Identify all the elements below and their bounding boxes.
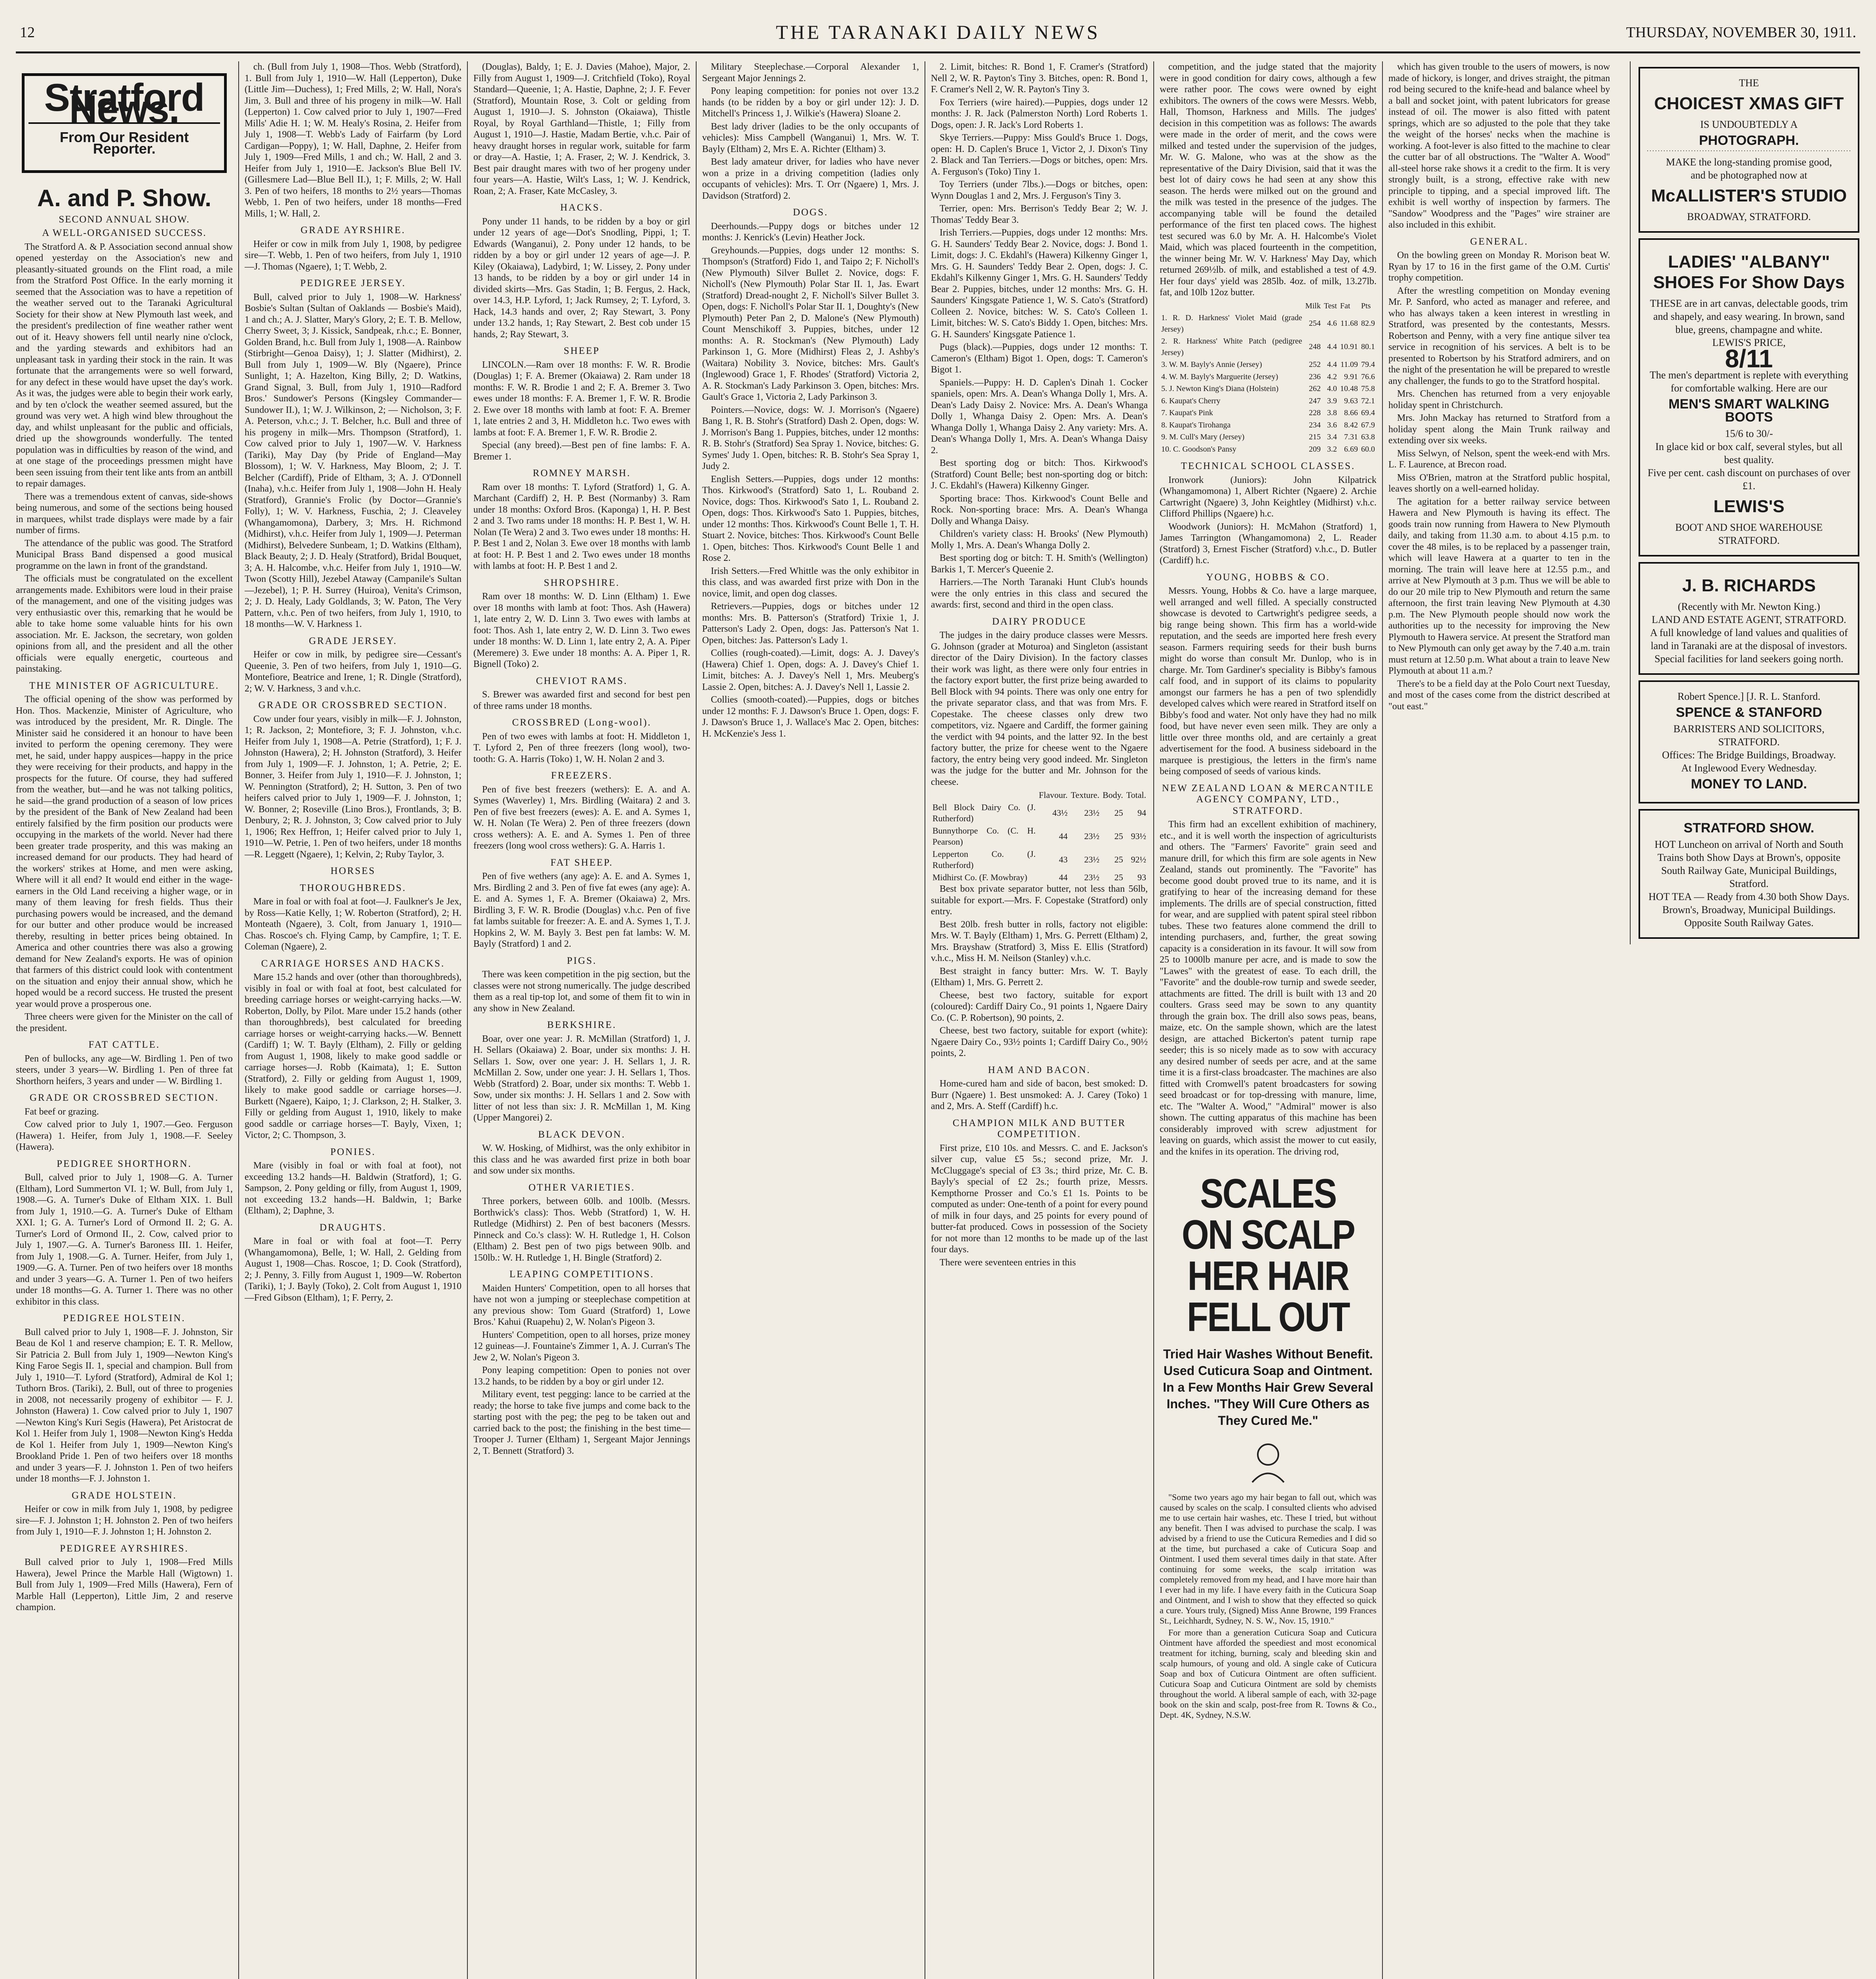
article-headline: A. and P. Show.: [37, 185, 212, 211]
paragraph: Fat beef or grazing.: [25, 1106, 99, 1117]
table-header: Body.: [1102, 790, 1123, 800]
section-heading: YOUNG, HOBBS & CO.: [1206, 572, 1330, 583]
paragraph: Harriers.—The North Taranaki Hunt Club's hounds were the only entries in this class and secured the awards: first, second and third in the open class.: [931, 577, 1148, 610]
ad-text: BARRISTERS AND SOLICITORS, STRATFORD.: [1673, 723, 1825, 748]
table-cell: 9.91: [1344, 372, 1358, 381]
ad-text: At Inglewood Every Wednesday.: [1681, 762, 1817, 774]
paragraph: Collies (rough-coated).—Limit, dogs: A. J. Davey's (Hawera) Chief 1. Open, dogs: A. J. Davey's Chief 1. Limit, bitches: A. J. Davey's Nell 1, Mrs. Meuberg's Lassie 2. Open, bitches: A. J. Davey's Nell 1, Lassie 2.: [702, 648, 919, 692]
column-rule: [238, 61, 239, 1979]
paragraph: Special (any breed).—Best pen of fine lambs: F. A. Bremer 1.: [473, 440, 690, 462]
ad-text: and be photographed now at: [1690, 169, 1808, 181]
paragraph: Skye Terriers.—Puppy: Miss Gould's Bruce 1. Dogs, open: H. D. Caplen's Bruce 1, Victor 2, J. Dixon's Tiny 2. Black and Tan Terriers.—Dogs or bitches, open: Mrs. A. Ferguson's (Toko) Tiny 1.: [931, 133, 1148, 177]
section-heading: PONIES.: [330, 1146, 376, 1157]
table-cell: 4.2: [1327, 372, 1337, 381]
section-heading: PIGS.: [567, 955, 597, 966]
paragraph: English Setters.—Puppies, dogs under 12 months: Thos. Kirkwood's (Stratford) Sato 1, L. Rouband 2. Novice, dogs: Thos. Kirkwood's Sato 1, L. Rouband 2. Open, dogs: Thos. Kirkwood's Sato 1. Puppies, bitches, under 12 months: Thos. Kirkwood's Count Belle 1, T. H. Stuart 2. Novice, bitches: Thos. Kirkwood's Count Belle 1. Open, bitches: Thos. Kirkwood's Count Belle 1 and Rose 2.: [702, 474, 919, 563]
section-heading: PEDIGREE AYRSHIRES.: [60, 1543, 189, 1554]
paragraph: Collies (smooth-coated).—Puppies, dogs or bitches under 12 months: F. J. Dawson's Bruce 1. Open, dogs: F. J. Dawson's Bruce 1, J. Wallace's Mac 2. Open, bitches: H. McKenzie's Jess 1.: [702, 695, 919, 739]
table-cell: 7.31: [1344, 433, 1358, 441]
paragraph: Boar, over one year: J. R. McMillan (Stratford) 1, J. H. Sellars (Okaiawa) 2. Boar, under six months: J. H. Sellars 1. Sow, over one year: J. H. Sellars 1, J. R. McMillan 2. Sow, under one year: J. H. Sellars 1, Thos. Webb (Stratford) 2. Boar, under six months: T. Webb 1. Sow, under six months: J. H. Sellars 1 and 2. Sow with litter of not less than six: J. R. McMillan 1, M. King (Upper Mangorei) 2.: [473, 1033, 690, 1123]
paragraph: LINCOLN.—Ram over 18 months: F. W. R. Brodie (Douglas) 1; F. A. Bremer (Okaiawa) 2. Ram under 18 months: F. W. R. Brodie 1 and 2; F. A. Bremer 3. Two ewes under 18 months: F. A. Bremer 1, F. W. R. Brodie 2. Ewe over 18 months with lamb at foot: F. A. Bremer 1, late entries 2 and 3, H. Middleton h.c. Two ewes with lambs at foot: F. A. Bremer 1, F. W. R. Brodie 2.: [473, 359, 690, 438]
paragraph: Pointers.—Novice, dogs: W. J. Morrison's (Ngaere) Bang 1, R. B. Stohr's (Stratford) Dash 2. Open, dogs: W. J. Morrison's Bang 1. Puppies, bitches, under 12 months: R. B. Stohr's (Stratford) Sea Spray 1. Novice, bitches: G. Symes' Judy 1. Open, bitches: R. B. Stohr's Sea Spray 1, Judy 2.: [702, 405, 919, 471]
table-row: [931, 801, 1148, 825]
section-heading: FAT SHEEP.: [550, 857, 613, 868]
portrait-icon: [1244, 1437, 1292, 1484]
table-row: [1160, 395, 1377, 407]
table-cell: 43½: [1052, 807, 1068, 818]
column-4: [702, 61, 919, 1979]
ad-text: HOT Luncheon on arrival of North and South Trains both Show Days at Brown's, opposite South Railway Gate, Municipal Buildings, Stratford.: [1654, 839, 1844, 889]
divider: [1647, 150, 1851, 153]
table-cell: 43: [1059, 854, 1068, 864]
paragraph: Miss O'Brien, matron at the Stratford public hospital, leaves shortly on a well-earned holiday.: [1388, 472, 1610, 494]
paragraph: which has given trouble to the users of mowers, is now made of hickory, is longer, and drives straight, the pitman rod being secured to the knife-head and balance wheel by a ball and socket joint, with patent lubricators for grease instead of oil. The mower is also fitted with patent springs, which are so adjusted to the pole that they take the weight of the horses' necks when the machine is working. A foot-lever is also fitted to the machine to clear the cutter bar of all obstructions. The "Walter A. Wood" all-steel horse rake shows it a credit to the firm. It is very strongly built, is a strong, effective rake with new principle to tipping, and a special improved lift. The exhibit is well worthy of inspection by farmers. The "Sandow" Woodpress and the "Pages" wire strainer are also included in this exhibit.: [1388, 62, 1610, 230]
ad-text: Robert Spence.] [J. R. L. Stanford.: [1677, 691, 1821, 702]
table-header-row: [1160, 300, 1377, 312]
table-cell: 9. M. Cull's Mary (Jersey): [1161, 433, 1245, 441]
ad-text: HOT TEA — Ready from 4.30 both Show Days. Brown's, Broadway, Municipal Buildings. Opposite South Railway Gates.: [1648, 891, 1849, 929]
table-cell: 5. J. Newton King's Diana (Holstein): [1161, 384, 1279, 393]
table-cell: 3.4: [1327, 433, 1337, 441]
paragraph: Heifer or cow in milk, by pedigree sire—Cessant's Queenie, 3. Pen of two heifers, from July 1, 1910—G. Montefiore, Beatrice and Irene, 1; R. Dingle (Stratford), 2; W. V. Harkness, 3 and v.h.c.: [245, 650, 461, 694]
paragraph: Maiden Hunters' Competition, open to all horses that have not won a jumping or steeplechase competition at any previous show: Tom Guard (Stratford) 1, Lowe Bros.' Kahui (Ruapehu) 2, W. Nolan's Pigeon 3.: [473, 1283, 690, 1327]
table-cell: 6. Kaupat's Cherry: [1161, 396, 1221, 405]
table-cell: 25: [1114, 807, 1123, 818]
mcallister-studio-ad: [1639, 67, 1859, 233]
table-cell: 248: [1308, 342, 1321, 351]
page-number: 12: [20, 24, 35, 41]
paragraph: Ram over 18 months: T. Lyford (Stratford) 1, G. A. Marchant (Cardiff) 2, H. P. Best (Normanby) 3. Ram under 18 months: Oxford Bros. (Kaponga) 1, H. P. Best 2 and 3. Two rams under 18 months: H. P. Best 1, W. H. Nolan (Te Wera) 2 and 3. Two ewes under 18 months: H. P. Best 1 and 2, Nolan 3. Ewe over 18 months with lamb at foot: H. P. Best 1 and 2. Two ewes under 18 months with lambs at foot: H. P. Best 1 and 2.: [473, 482, 690, 571]
section-heading: GENERAL.: [1470, 236, 1529, 247]
section-heading: HAM AND BACON.: [988, 1064, 1091, 1075]
paragraph: Mrs. Chenchen has returned from a very enjoyable holiday spent in Christchurch.: [1388, 389, 1610, 410]
table-cell: 10.48: [1340, 384, 1358, 393]
paragraph: Messrs. Young, Hobbs & Co. have a large marquee, well arranged and well filled. A specially constructed showcase is devoted to Cartwright's pedigree seeds, a big range being shown. This firm has a world-wide reputation, and the seeds are imported here fresh every season. Farmers requiring seeds for their bush burns might do worse than consult Mr. Dunlop, who is in charge. Mr. Tom Gardiner's speciality is Bibby's famous calf food, and in support of its claims to popularity amongst our farmers he has a pen of two splendidly developed calves which were reared in Stratford itself on Bibby's food and water. Not only have they had no milk food, but have never even seen milk. They are only a little over three months old, and are certainly a great advertisement for the food. A business sideboard in the marquee is prestigious, the letters in the firm's name being composed of seeds of various kinds.: [1160, 586, 1377, 777]
ad-headline: STRATFORD SHOW.: [1684, 820, 1814, 836]
subheading: A WELL-ORGANISED SUCCESS.: [42, 228, 207, 238]
paragraph: Pony leaping competition: for ponies not over 13.2 hands (to be ridden by a boy or girl under 12): J. D. Mitchell's Princess 1, J. Wilkie's (Hawera) Sloane 2.: [702, 86, 919, 119]
section-heading: PEDIGREE HOLSTEIN.: [63, 1313, 186, 1324]
section-heading: CHEVIOT RAMS.: [536, 675, 628, 686]
paragraph: Pony leaping competition: Open to ponies not over 13.2 hands, to be ridden by a boy or girl under 12.: [473, 1365, 690, 1387]
paragraph: Cheese, best two factory, suitable for export (coloured): Cardiff Dairy Co., 91 points 1, Ngaere Dairy Co. (C. P. Robertson), 90 points, 2.: [931, 990, 1148, 1023]
table-cell: 3.2: [1327, 444, 1337, 454]
column-5: [931, 61, 1148, 1979]
table-row: [1160, 335, 1377, 359]
ad-subheadline: Tried Hair Washes Without Benefit. Used Cuticura Soap and Ointment. In a Few Months Hair Grew Several Inches. "They Will Cure Others as They Cured Me.": [1163, 1347, 1373, 1428]
paragraph: Cow calved prior to July 1, 1907.—Geo. Ferguson (Hawera) 1. Heifer, from July 1, 1908.—F. Seeley (Hawera).: [16, 1119, 233, 1152]
paragraph: On the bowling green on Monday R. Morison beat W. Ryan by 17 to 16 in the first game of the O.M. Curtis' trophy competition.: [1388, 250, 1610, 283]
paragraph: There's to be a field day at the Polo Court next Tuesday, and most of the cases come from the district described at "out east.": [1388, 678, 1610, 712]
table-cell: 247: [1308, 396, 1321, 405]
table-row: [1160, 371, 1377, 383]
section-title: Stratford News.: [28, 92, 220, 124]
table-cell: 11.68: [1340, 319, 1358, 328]
table-cell: 23½: [1084, 872, 1099, 882]
table-header: Flavour.: [1039, 790, 1068, 800]
ad-text: PHOTOGRAPH.: [1699, 133, 1799, 148]
paragraph: Bull calved prior to July 1, 1908—F. J. Johnston, Sir Beau de Kol 1 and reserve champion; E. T. R. Mellow, Sir Patricia 2. Bull from July 1, 1909—Newton King's King Faroe Segis II. 1, special and champion. Bull from July 1, 1910—T. Lyford (Stratford), Admiral de Kol 1; Tuthorn Bros. (Tariki), 2. Bull, out of three to progenies in 2008, not necessarily progeny of exhibitor — F. J. Johnston (Hawera) 1. Cow calved prior to July 1, 1907—Newton King's Kuri Segis (Hawera), Pet Aristocrat de Kol 1. Heifer from July 1, 1908—Newton King's Hedda de Kol 1. Heifer from July 1, 1909—Newton King's Brookland Pride 1. Pen of two heifers over 18 months and under 3 years—F. J. Johnston 1. Pen of two heifers under 18 months—F. J. Johnston 1.: [16, 1327, 233, 1484]
ad-text: Offices: The Bridge Buildings, Broadway.: [1662, 749, 1836, 761]
section-heading: CARRIAGE HORSES AND HACKS.: [261, 958, 445, 969]
column-7: [1388, 61, 1859, 1979]
studio-name: McALLISTER'S STUDIO: [1651, 186, 1847, 205]
newspaper-title: THE TARANAKI DAILY NEWS: [776, 21, 1100, 43]
paragraph: Best sporting dog or bitch: Thos. Kirkwood's (Stratford) Count Belle; best non-sporting dog or bitch: J. C. Ekdahl's (Hawera) Kilkenny Ginger.: [931, 458, 1148, 491]
ad-text: IS UNDOUBTEDLY A: [1700, 119, 1798, 130]
table-cell: 82.9: [1361, 319, 1375, 328]
ad-brand: SPENCE & STANFORD: [1676, 705, 1822, 720]
paragraph: Toy Terriers (under 7lbs.).—Dogs or bitches, open: Wynn Douglas 1 and 2, Mrs. J. Ferguson's Tiny 3.: [931, 179, 1148, 201]
table-row: [931, 848, 1148, 872]
paragraph: Mare (visibly in foal or with foal at foot), not exceeding 13.2 hands—H. Baldwin (Stratford), 1; G. Sampson, 2. Pony gelding or filly, from August 1, 1909, not exceeding 13.2 hands—H. Baldwin, 1; Barke (Eltham), 2; Daphne, 3.: [245, 1160, 461, 1216]
ad-brand: LEWIS'S: [1713, 497, 1785, 516]
ad-text: In glace kid or box calf, several styles, but all best quality.: [1655, 441, 1843, 465]
paragraph: Mare in foal or with foal at foot—J. Faulkner's Je Jex, by Ross—Katie Kelly, 1; W. Roberton (Stratford), 2; H. Monteath (Ngaere), 3. Colt, from January 1, 1910—Chas. Roscoe's ch. Flying Camp, by Campfire, 1; T. E. Coleman (Ngaere), 2.: [245, 896, 461, 952]
paragraph: W. W. Hosking, of Midhirst, was the only exhibitor in this class and he was awarded first prize in both boar and sow under six months.: [473, 1143, 690, 1176]
paragraph: Military Steeplechase.—Corporal Alexander 1, Sergeant Major Jennings 2.: [702, 62, 919, 84]
table-cell: 3.6: [1327, 420, 1337, 429]
ad-text: BROADWAY,: [1687, 211, 1747, 222]
paragraph: Best box private separator butter, not less than 56lb, suitable for export.—Mrs. F. Copestake (Stratford) only entry.: [931, 884, 1148, 917]
lewis-shoes-ad: [1639, 238, 1859, 556]
ad-text: MEN'S SMART WALKING BOOTS: [1668, 397, 1830, 425]
column-7a: [1388, 61, 1610, 714]
paragraph: This firm had an excellent exhibition of machinery, etc., and it is well worth the inspection of agriculturists and others. The "Farmers' Favorite" grain seed and manure drill, for which this firm are sole agents in New Zealand, stands out prominently. The "Favorite" has become good doubt proved true to its name, and it is gratifying to hear of the increasing demand for these implements. The drills are of special construction, fitted for wear, and are supplied with patent spiral steel ribbon tubes. These two features alone commend the drill to intending purchasers, and, further, the great sowing capacity is a consideration in its favour. It will sow from 25 to 1000lb manure per acre, and is made to sow the "Lawes" with the greatest of ease. To each drill, the "Favorite" and the double-row turnip and swede seeder, attachments are fitted. The drill is built with 13 and 20 coulters. Grass seed may be sown to any quantity through the grain box. The drill also sows peas, beans, maize, etc. On the sample shown, which are the latest design, are attached Bickerton's patent turnip rape seeder; this is so nicely made as to sow with accuracy any desired number of seeds per acre, and at the same time it is a first-class broadcaster. The machines are also fitted with Cromwell's patent broadcasters for sowing seed broadcast or for top-dressing with manure, lime, etc. The "Walter A. Wood," "Admiral" mower is also shown. The cutting apparatus of this machine has been considerably improved with screw adjustment for leaving on guards, which assist the mower to cut easily, and the knifes in its operation. The driving rod,: [1160, 819, 1377, 1157]
table-row: [931, 825, 1148, 848]
ad-text: 15/6 to 30/-: [1725, 428, 1773, 439]
table-cell: 209: [1308, 444, 1321, 454]
paragraph: Bull, calved prior to July 1, 1908—W. Harkness' Bosbie's Sultan (Sultan of Oaklands — Bosbie's Maid), 1 and ch.; A. J. Slatter, Mary's Glory, 2; E. T. B. Mellow, Cherry Sweet, 3; J. Kissick, Sandpeak, r.h.c.; E. Bonner, Golden Brand, h.c. Bull from July 1, 1908—A. Rainbow (Stirbright—Genoa Daisy), 1; J. Slatter (Midhirst), 2. Bull from July 1, 1909—W. Bly (Ngaere), Prince Sunlight, 1; A. Hazelton, King Billy, 2; D. Watkins, Grand Signal, 3. Bull, from July 1, 1910—Radford Bros.' Sundower's Persons (Kingsley Commander—Sundower II.), 1; W. J. Wilkinson, 2; — Nicholson, 3; F. A. Peterson, v.h.c.; J. T. Belcher, h.c. Bull and three of his progeny in milk—Mrs. Thompson (Stratford), 1. Cow calved prior to July 1, 1907—W. V. Harkness (Tariki), May Day (by Pride of England—May Blossom), 1; W. V. Harkness, May Bloom, 2; J. T. Belcher (Cardiff), Pride of Eltham, 3; A. J. O'Donnell (Inaha), v.h.c. Heifer from July 1, 1908—John H. Healy (Stratford), Grannie's Frolic (by Doctor—Grannie's Folly), 1; W. V. Harkness, Fuschia, 2; J. Cleaveley (Whangamomona), Darbery, 3; Mrs. H. Richmond (Midhirst), v.h.c. Heifer from July 1, 1909—J. Peterman (Midhirst), Belvedere Sunbeam, 1; D. Watkins (Eltham), Black Beauty, 2; J. D. Healy (Stratford), Bridal Bouquet, 3; A. H. Halcombe, v.h.c. Heifer from July 1, 1910—W. Twon (Scotty Hill), Jezebel Ataway (Campanile's Sultan—Jezebel), 1; P. H. Surrey (Huiroa), Venita's Crimson, 2; J. D. Healy, Lady Goldlands, 3; W. Paton, The Very Pattern, v.h.c. Pen of two heifers, from July 1, 1910, to 18 months—W. V. Harkness 1.: [245, 292, 461, 629]
section-heading: NEW ZEALAND LOAN & MERCANTILE AGENCY COMPANY, LTD., STRATFORD.: [1162, 782, 1375, 816]
ad-price: 8/11: [1725, 344, 1773, 373]
table-cell: Lepperton Co. (J. Rutherford): [932, 849, 1036, 870]
ad-text: Special facilities for land seekers going north.: [1654, 653, 1844, 665]
paragraph: Retrievers.—Puppies, dogs or bitches under 12 months: Mrs. B. Patterson's (Stratford) Trixie 1, J. Patterson's Lady 2. Open, dogs: Jas. Patterson's Nat 1. Open, bitches: Jas. Patterson's Lady 1.: [702, 601, 919, 646]
paragraph: Three porkers, between 60lb. and 100lb. (Messrs. Borthwick's class): Thos. Webb (Stratford) 1, W. H. Rutledge (Midhirst) 2. Pen of best baconers (Messrs. Pinneck and Co.'s class): W. H. Rutledge 1, H. Colson (Eltham) 2. Best pen of two pigs between 90lb. and 150lb.: W. H. Rutledge 1, H. Bingle (Stratford) 2.: [473, 1196, 690, 1263]
table-row: [1160, 407, 1377, 419]
table-cell: 63.8: [1361, 433, 1375, 441]
paragraph: 2. Limit, bitches: R. Bond 1, F. Cramer's (Stratford) Nell 2, W. R. Payton's Tiny 3. Bitches, open: R. Bond 1, F. Cramer's Nell 2, W. R. Payton's Tiny 3.: [931, 62, 1148, 95]
table-cell: 75.8: [1361, 384, 1375, 393]
ad-text: STRATFORD.: [1749, 211, 1811, 222]
table-cell: 93½: [1131, 831, 1146, 841]
table-cell: 8.66: [1344, 408, 1358, 417]
paragraph: Best 20lb. fresh butter in rolls, factory not eligible: Mrs. W. T. Bayly (Eltham) 1, Mrs. G. Perrett (Eltham) 2, Mrs. Brayshaw (Stratford) 3, Miss E. Ellis (Stratford) v.h.c., Miss H. M. Neilson (Stanley) v.h.c.: [931, 919, 1148, 963]
table-cell: 254: [1308, 319, 1321, 328]
ad-text: MONEY TO LAND.: [1691, 777, 1807, 792]
browns-luncheon-ad: [1639, 809, 1859, 939]
table-cell: 3.9: [1327, 396, 1337, 405]
masthead: [16, 8, 1860, 53]
paragraph: Pony under 11 hands, to be ridden by a boy or girl under 12 years of age—Dot's Snodling, Pippi, 1; T. Edwards (Wanganui), 2. Pony under 12 hands, to be ridden by a boy or girl under 12 years of age—J. P. Kiley (Okaiawa), Ladybird, 1; W. Lissey, 2. Pony under 13 hands, to be ridden by a boy or girl under 14 in divided skirts—Mrs. Gas Stadin, 1; B. Fergus, 2. Hack, over 14.3, H.P. Lyford, 1; Jack Rumsey, 2; T. Lyford, 3. Hack, 14.3 hands and over, 2; Ray Stewart, 3. Pony under 13.2 hands, 1; Ray Stewart, 2. Best cob under 15 hands, 2; Ray Stewart, 3.: [473, 216, 690, 340]
ad-text: BOOT AND SHOE WAREHOUSE STRATFORD.: [1675, 522, 1823, 546]
table-cell: 4. W. M. Bayly's Marguerite (Jersey): [1161, 372, 1278, 381]
table-cell: 4.6: [1327, 319, 1337, 328]
ad-text: Five per cent. cash discount on purchases of over £1.: [1648, 467, 1850, 492]
column-rule: [467, 61, 468, 1979]
paragraph: Military event, test pegging: lance to be carried at the ready; the horse to take five jumps and come back to the starting post with the peg; the peg to be taken out and carried back to the post; the finishing in the best time—Trooper J. Turner (Eltham) 1, Sergeant Major Jennings 2, T. Bennett (Stratford) 3.: [473, 1389, 690, 1456]
paragraph: Fox Terriers (wire haired).—Puppies, dogs under 12 months: J. R. Jack (Palmerston North) Lord Roberts 1. Dogs, open: J. R. Jack's Lord Roberts 1.: [931, 97, 1148, 130]
table-row: [931, 872, 1148, 884]
paragraph: Greyhounds.—Puppies, dogs under 12 months: S. Thompson's (Stratford) Fido 1, and Taipo 2; F. Nicholl's (New Plymouth) Silver Bullet 2. Novice, dogs: F. Nicholl's (New Plymouth) Polar Star II. 1, Jas. Ewart (Stratford) Dread-nought 2, F. Nicholl's Silver Bullet 3. Open, dogs: F. Nicholl's Polar Star II. 1, Doughty's (New Plymouth) Peter Pan 2, D. Malone's (New Plymouth) Count Menschikoff 3. Puppies, bitches, under 12 months: A. R. Stockman's (New Plymouth) Lady Parkinson 1, G. More (Midhirst) Fleas 2, J. Ashby's (Waitara) Nobility 3. Novice, bitches: Mrs. Gault's (Inglewood) Grace 1, F. Rhodes' (Stratford) Victoria 2, A. R. Stockman's Lady Parkinson 3. Open, bitches: Mrs. Gault's Grace 1, Victoria 2, Lady Parkinson 3.: [702, 245, 919, 402]
section-heading: BLACK DEVON.: [538, 1129, 626, 1140]
paragraph: Home-cured ham and side of bacon, best smoked: D. Burr (Ngaere) 1. Best unsmoked: A. J. Carey (Toko) 1 and 2, Mrs. A. Steff (Cardiff) h.c.: [931, 1079, 1148, 1111]
table-cell: 4.4: [1327, 360, 1337, 369]
richards-land-ad: [1639, 562, 1859, 675]
table-cell: 69.4: [1361, 408, 1375, 417]
paragraph: There was keen competition in the pig section, but the classes were not strong numerically. The judge described them as a real tip-top lot, and some of them fit to win in any show in New Zealand.: [473, 969, 690, 1014]
paragraph: Pen of five wethers (any age): A. E. and A. Symes 1, Mrs. Birdling 2 and 3. Pen of five fat ewes (any age): A. E. and A. Symes 1, F. A. Bremer (Okaiawa) 2, Mrs. Birdling 3, F. W. R. Brodie (Douglas) v.h.c. Pen of five fat lambs suitable for freezer: A. E. and A. Symes 1, T. J. Hopkins 2, W. M. Bayly 3. Best pen fat lambs: W. M. Bayly (Stratford) 1 and 2.: [473, 871, 690, 949]
table-cell: 92½: [1131, 854, 1146, 864]
paragraph: The official opening of the show was performed by Hon. Thos. Mackenzie, Minister of Agriculture, who was introduced by the president, Mr. R. Dingle. The Minister said he considered it an honour to have been invited to perform the opening ceremony. They were met, he said, under happy auspices—happy in the price they were receiving for their products, and happy in the prospects for the future. Of course, they had suffered from the weather, but—and he was not talking politics, he said—the grand production of a season of low prices by the president of the Bank of New Zealand had been entirely falsified by the firm position our products were occupying in the markets of the world. Never had there been greater trade prosperity, and this was making an increased demand for our products. They had heard of the workers' strikes at Home, and men were asking, Where will it all end? It would end either in the wage-earners in the Old Land receiving a higher wage, or in many of them leaving for fresh fields. Thus their purchasing powers would be increased, and the demand for our butter and other produce would be increased thereby, resulting in better prices being obtained. In America and other countries there was also a growing demand for New Zealand's exports. He was of opinion that farmers of this district could look with contentment on the situation and enjoy their annual show, which he hoped would be a record success. He trusted the present year would prove a prosperous one.: [16, 694, 233, 1009]
table-cell: 3.8: [1327, 408, 1337, 417]
table-cell: 2. R. Harkness' White Patch (pedigree Jersey): [1161, 337, 1303, 357]
paragraph: Mrs. John Mackay has returned to Stratford from a holiday spent along the Main Trunk railway and extending over six weeks.: [1388, 413, 1610, 446]
table-cell: 44: [1059, 831, 1068, 841]
paragraph: Irish Terriers.—Puppies, dogs under 12 months: Mrs. G. H. Saunders' Teddy Bear 2. Novice, dogs: J. Bond 1. Limit, dogs: J. C. Ekdahl's (Hawera) Kilkenny Ginger 1, Mrs. G. H. Saunders' Teddy Bear 2. Open, dogs: J. C. Ekdahl's Kilkenny Ginger 1, Mrs. G. H. Saunders' Teddy Bear 2. Puppies, bitches, under 12 months: Mrs. G. H. Saunders' Kingsgate Patience 1, W. S. Cato's (Stratford) Colleen 2. Novice, bitches: W. S. Cato's Colleen 1. Limit, bitches: W. S. Cato's Biddy 1. Open, bitches: Mrs. G. H. Saunders' Kingsgate Patience 1.: [931, 228, 1148, 340]
paragraph: The judges in the dairy produce classes were Messrs. G. Johnson (grader at Moturoa) and Singleton (assistant director of the Dairy Division). In the factory classes their work was light, as there were only four entries in the factory export butter, the first prize being awarded to Bell Block with 94 points. There was only one entry for the private separator class, and that was from Mrs. F. Copestake. The cheese classes only drew two competitors, viz. Ngaere and Cardiff, the former gaining the verdict with 94 points, and the latter 92. In the best factory butter, the prize for cheese went to the Ngaere factory, the entry being very good indeed. Mr. Singleton was the judge for the butter and Mr. Johnson for the cheese.: [931, 630, 1148, 787]
paragraph: Pugs (black).—Puppies, dogs under 12 months: T. Cameron's (Eltham) Bigot 1. Open, dogs: T. Cameron's Bigot 1.: [931, 342, 1148, 375]
section-heading: DOGS.: [793, 207, 828, 218]
section-heading: HACKS.: [560, 202, 604, 213]
table-cell: 72.1: [1361, 396, 1375, 405]
table-cell: 4.4: [1327, 342, 1337, 351]
column-6: [1160, 61, 1377, 1979]
table-cell: 60.0: [1361, 444, 1375, 454]
paragraph: Pen of bullocks, any age—W. Birdling 1. Pen of two steers, under 3 years—W. Birdling 1. Pen of three fat Shorthorn heifers, 3 years and under — W. Birdling 1.: [16, 1053, 233, 1086]
paragraph: Woodwork (Juniors): H. McMahon (Stratford) 1, James Tarrington (Whangamomona) 2, L. Reader (Stratford) 3, Ernest Fischer (Stratford) v.h.c., D. Butler (Cardiff) h.c.: [1160, 521, 1377, 566]
table-cell: 4.0: [1327, 384, 1337, 393]
paragraph: Pen of two ewes with lambs at foot: H. Middleton 1, T. Lyford 2, Pen of three freezers (long wool), two-tooth: G. A. Harris (Toko) 1, W. H. Nolan 2 and 3.: [473, 731, 690, 764]
table-header: Milk: [1305, 301, 1321, 310]
table-cell: 23½: [1084, 831, 1099, 841]
column-rule: [1153, 61, 1154, 1979]
table-cell: 67.9: [1361, 420, 1375, 429]
ad-text: The men's department is replete with everything for comfortable walking. Here are our: [1650, 369, 1848, 394]
cuticura-advertisement: [1160, 1173, 1377, 1720]
section-heading: THOROUGHBREDS.: [300, 882, 406, 893]
section-heading: ROMNEY MARSH.: [533, 468, 631, 479]
table-header: [1160, 300, 1304, 312]
section-heading: DAIRY PRODUCE: [992, 616, 1087, 627]
paragraph: S. Brewer was awarded first and second for best pen of three rams under 18 months.: [473, 689, 690, 711]
column-1: [16, 61, 233, 1979]
section-subtitle: From Our Resident Reporter.: [59, 129, 189, 157]
table-row: [1160, 383, 1377, 395]
paragraph: (Douglas), Baldy, 1; E. J. Davies (Mahoe), Major, 2. Filly from August 1, 1909—J. Critchfield (Toko), Royal Standard—Queenie, 1; A. Hastie, Daphne, 2; J. F. Fever (Stratford), Mountain Rose, 3. Colt or gelding from August 1, 1910—J. S. Johnston (Okaiawa), Thistle Royal, by Royal Garthland—Thistle, 1; Filly from August 1, 1910—J. Hastie, Madam Bertie, v.h.c. Pair of heavy draught horses in regular work, suitable for farm or dray—A. Hastie, 1; A. Fraser, 2; W. J. Kendrick, 3. Best pair draught mares with two of her progeny under four years—A. Hastie, Wilt's Lass, 1; W. J. Kendrick, Roan, 2; A. Fraser, Kate McCasley, 3.: [473, 62, 690, 196]
paragraph: There was a tremendous extent of canvas, side-shows being numerous, and some of the sections being housed in marquees, whilst trade displays were made by a fair number of firms.: [16, 491, 233, 536]
ad-brand: J. B. RICHARDS: [1682, 576, 1816, 595]
table-cell: 23½: [1084, 854, 1099, 864]
table-cell: 76.6: [1361, 372, 1375, 381]
paragraph: Terrier, open: Mrs. Berrison's Teddy Bear 2; W. J. Thomas' Teddy Bear 3.: [931, 203, 1148, 225]
paragraph: Best lady amateur driver, for ladies who have never won a prize in a driving competition (ladies only occupants of vehicles): Mrs. T. Orr (Ngaere) 1, Mrs. J. Davidson (Stratford) 2.: [702, 157, 919, 201]
table-row: [1160, 431, 1377, 443]
butter-score-table: [931, 789, 1148, 883]
table-cell: 252: [1308, 360, 1321, 369]
ad-address: [1647, 210, 1851, 223]
table-row: [1160, 419, 1377, 431]
table-cell: 236: [1308, 372, 1321, 381]
paragraph: Ironwork (Juniors): John Kilpatrick (Whangamomona) 1, Albert Richter (Ngaere) 2. Archie Cartwright (Ngaere) 3, John Keightley (Midhirst) v.h.c. Clifford Phillips (Ngaere) h.c.: [1160, 475, 1377, 519]
paragraph: Miss Selwyn, of Nelson, spent the week-end with Mrs. L. F. Laurence, at Brecon road.: [1388, 448, 1610, 470]
table-cell: 25: [1114, 854, 1123, 864]
milk-competition-table: [1160, 300, 1377, 456]
table-cell: 1. R. D. Harkness' Violet Maid (grade Jersey): [1161, 313, 1303, 334]
ad-text: (Recently with Mr. Newton King.): [1678, 601, 1820, 612]
paragraph: Sporting brace: Thos. Kirkwood's Count Belle and Rock. Non-sporting brace: Mrs. A. Dean's Whanga Dolly and Whanga Daisy.: [931, 493, 1148, 526]
table-cell: 7. Kaupat's Pink: [1161, 408, 1213, 417]
ad-headline: LADIES' "ALBANY" SHOES For Show Days: [1653, 252, 1845, 292]
table-cell: 3. W. M. Bayly's Annie (Jersey): [1161, 360, 1262, 369]
ad-text: THESE are in art canvas, delectable goods, trim and shapely, and easy wearing. In brown, sand blue, greens, champagne and white.: [1650, 298, 1848, 335]
table-header: Total.: [1126, 790, 1146, 800]
table-cell: 6.69: [1344, 444, 1358, 454]
paragraph: Heifer or cow in milk from July 1, 1908, by pedigree sire—F. J. Johnston 1; H. Johnston 2. Pen of two heifers from July 1, 1910—F. J. Johnston 1; H. Johnston 2.: [16, 1504, 233, 1537]
table-cell: 8.42: [1344, 420, 1358, 429]
paragraph: First prize, £10 10s. and Messrs. C. and E. Jackson's silver cup, value £5 5s.; second prize, Mr. J. McCluggage's special of £3 3s.; third prize, Mr. C. B. Bayly's special of £2 2s.; fourth prize, Messrs. Kempthorne Prosser and Co.'s £1 1s. Points to be computed as under: One-tenth of a point for every pound of milk in four days, and 25 points for every pound of butter-fat produced. Cows in possession of the Society for not more than 12 months to be made up of the last four days.: [931, 1143, 1148, 1255]
ad-text: A full knowledge of land values and qualities of land in Taranaki are at the disposal of investors.: [1650, 627, 1848, 651]
paragraph: The Stratford A. & P. Association second annual show opened yesterday on the Association's new and pleasantly-situated grounds on the Flint road, a mile from the Stratford Post Office. In the early morning it seemed that the Association was to have a repetition of the weather served out to the Taranaki Agricultural Society for their show at New Plymouth last week, and the president's predilection of fine weather rather went out of it. Heavy showers fell until nearly nine o'clock, and the yarding stewards and exhibitors had an unpleasant task in yarding their stock in the rain. It was fortunate that the arrangements were so well forward, for any defect in these would have upset the day's work. As it was, the judges were able to begin their work early, and by ten o'clock the weather seemed assured, but the ground was very wet. A high wind blew throughout the day, and whilst unpleasant for the public and officials, dried up the showgrounds wonderfully. The tented population was in difficulties by reason of the wind, and at one stage of the proceedings pressmen might have been seen issuing from their tent like ants from an antbill to repair damages.: [16, 241, 233, 489]
table-header: Texture.: [1071, 790, 1099, 800]
table-cell: 234: [1308, 420, 1321, 429]
table-cell: 8. Kaupat's Tirohanga: [1161, 420, 1231, 429]
table-cell: 93: [1137, 872, 1146, 882]
ad-text: MAKE the long-standing promise good,: [1666, 156, 1832, 168]
ad-text: LEWIS'S PRICE,: [1712, 337, 1786, 348]
table-row: [1160, 359, 1377, 371]
table-cell: 25: [1114, 872, 1123, 882]
table-cell: 10. C. Goodson's Pansy: [1161, 444, 1236, 454]
section-heading: GRADE HOLSTEIN.: [72, 1490, 177, 1501]
paragraph: Three cheers were given for the Minister on the call of the president.: [16, 1012, 233, 1033]
paragraph: Best lady driver (ladies to be the only occupants of vehicles): Miss Campbell (Wanganui) 1, Mrs. W. T. Bayly (Eltham) 2, Mrs E. A. Richter (Eltham) 3.: [702, 121, 919, 154]
ad-text: LAND AND ESTATE AGENT, STRATFORD.: [1652, 614, 1846, 625]
section-heading: SHEEP: [564, 346, 600, 356]
section-heading: FREEZERS.: [551, 770, 613, 781]
table-cell: 23½: [1084, 807, 1099, 818]
paragraph: Best straight in fancy butter: Mrs. W. T. Bayly (Eltham) 1, Mrs. G. Perrett 2.: [931, 966, 1148, 988]
subheading: SECOND ANNUAL SHOW.: [59, 214, 190, 225]
paragraph: There were seventeen entries in this: [940, 1257, 1076, 1268]
section-heading: THE MINISTER OF AGRICULTURE.: [29, 680, 220, 691]
issue-date: THURSDAY, NOVEMBER 30, 1911.: [1626, 24, 1856, 41]
ad-text: THE: [1739, 77, 1759, 89]
paragraph: The agitation for a better railway service between Hawera and New Plymouth is having its effect. The goods train now running from Hawera to New Plymouth daily, and taking from 11.30 a.m. to about 4.15 p.m. to cover the 48 miles, is to be replaced by a passenger train, which will leave Hawera at a quarter to ten in the morning. The train will leave here at 12.55 p.m., and arrive at New Plymouth at 3 p.m. Thus we will be able to do our 20 mile trip to New Plymouth and return the same afternoon, the first train leaving New Plymouth at 4.30 p.m. The New Plymouth people should now work the authorities up to the necessity for improving the New Plymouth to Hawera service. At present the Stratford man to New Plymouth can only get away by the 7.40 a.m. train must return at 12.50 p.m. What about a train to leave New Plymouth at about 11 a.m.?: [1388, 496, 1610, 676]
section-heading: DRAUGHTS.: [319, 1222, 387, 1233]
paragraph: competition, and the judge stated that the majority were in good condition for dairy cows, although a few were rather poor. The cows were owned by eight exhibitors. The owners of the cows were Messrs. Webb, Hall, Thomson, Harkness and Mills. The judges' decision in this competition was as follows: The awards were made in the order of merit, and the cows were milked and tested under the supervision of the judges, Mr. W. G. Malone, who was at the show as the representative of the Dairy Division, said that it was the best lot of dairy cows he had seen at any show this season. The herds were milked out on the ground and the milk was tested in the presence of the judges. The accompanying table will be found the detailed performance of the first ten placed cows. The highest test secured was 6.0 by Mr. A. H. Halcombe's Violet Maid, which was placed fourteenth in the competition, the winner being Mr. W. V. Harkness' May Day, which returned 269½lb. of milk, and established a test of 4.9. Her four days' yield was 285lb. 4oz. of milk, 13.27lb. fat, and 10lb 12oz butter.: [1160, 62, 1377, 298]
paragraph: "Some two years ago my hair began to fall out, which was caused by scales on the scalp. I consulted clients who advised me to use certain hair washes, etc. These I tried, but without any benefit. Then I was advised to purchase the scalp. I was advised by a friend to use the Cuticura Remedies and I did so at the time, but purchased a cake of Cuticura Soap and Ointment. I used them several times daily in that state. After continuing for some weeks, the scalp irritation was completely removed from my head, and I have more hair than I ever had in my life. I have every faith in the Cuticura Soap and Ointment, and I wish to show that they effected so quick a cure. Yours truly, (Signed) Miss Anne Browne, 199 Frances St., Leichhardt, Sydney, N. S. W., Nov. 15, 1910.": [1160, 1492, 1377, 1626]
table-cell: 9.63: [1344, 396, 1358, 405]
section-heading: HORSES: [330, 866, 376, 876]
paragraph: Cheese, best two factory, suitable for export (white): Ngaere Dairy Co., 93½ points 1; Cardiff Dairy Co., 90½ points, 2.: [931, 1026, 1148, 1058]
paragraph: Mare in foal or with foal at foot—T. Perry (Whangamomona), Belle, 1; W. Hall, 2. Gelding from August 1, 1908—Chas. Roscoe, 1; D. Cook (Stratford), 2; J. Penny, 3. Filly from August 1, 1909—W. Roberton (Tariki), 1; J. Bayly (Toko), 2. Colt from August 1, 1910—Fred Gibson (Eltham), 1; F. Perry, 2.: [245, 1236, 461, 1303]
paragraph: Hunters' Competition, open to all horses, prize money 12 guineas—J. Fountaine's Zimmer 1, A. J. Curran's The Jew 2, W. Nolan's Pigeon 3.: [473, 1329, 690, 1363]
stratford-news-banner: [22, 73, 227, 173]
section-heading: CROSSBRED (Long-wool).: [512, 717, 652, 728]
table-header: Test: [1323, 301, 1337, 310]
section-heading: PEDIGREE JERSEY.: [300, 278, 406, 289]
table-header-row: [931, 789, 1148, 801]
table-cell: 44: [1059, 872, 1068, 882]
paragraph: The attendance of the public was good. The Stratford Municipal Brass Band dispensed a good musical programme on the lawn in front of the grandstand.: [16, 538, 233, 571]
advertisements-column: [1630, 61, 1859, 944]
paragraph: Best sporting dog or bitch: T. H. Smith's (Wellington) Barkis 1, T. Mercer's Queenie 2.: [931, 553, 1148, 575]
table-cell: 262: [1308, 384, 1321, 393]
section-heading: TECHNICAL SCHOOL CLASSES.: [1181, 461, 1356, 471]
paragraph: Spaniels.—Puppy: H. D. Caplen's Dinah 1. Cocker spaniels, open: Mrs. A. Dean's Whanga Dolly 1, Mrs. A. Dean's Lady Daisy 2. Novice: Mrs. A. Dean's Whanga Dolly 1, Whanga Daisy 2. Open: Mrs. A. Dean's Whanga Dolly 1, Whanga Daisy 2. Any variety: Mrs. A. Dean's Whanga Dolly 1, Mrs. A. Dean's Whanga Daisy 2.: [931, 377, 1148, 456]
paragraph: Deerhounds.—Puppy dogs or bitches under 12 months: J. Kenrick's (Levin) Heather Jock.: [702, 221, 919, 243]
paragraph: After the wrestling competition on Monday evening Mr. P. Sanford, who acted as manager and referee, and who has always taken a keen interest in wrestling in Stratford, was presented by the contestants, Messrs. Robertson and Penny, with a very fine antique silver tea service in recognition of his services. A belt is to be presented to Robertson by his Stratford admirers, and on the night of the presentation he will be prepared to wrestle any challenger, the funds to go to the Stratford hospital.: [1388, 285, 1610, 386]
table-row: [1160, 443, 1377, 456]
table-cell: Bunnythorpe Co. (C. H. Pearson): [932, 825, 1036, 847]
paragraph: For more than a generation Cuticura Soap and Cuticura Ointment have afforded the speediest and most economical treatment for itching, burning, scaly and bleeding skin and scalp humours, of young and old. A single cake of Cuticura Soap and box of Cuticura Ointment are often sufficient. Cuticura Soap and Cuticura Ointment are sold by chemists throughout the world. A liberal sample of each, with 32-page book on the skin and scalp, post-free from R. Towns & Co., Dept. 4K, Sydney, N.S.W.: [1160, 1628, 1377, 1720]
table-cell: 80.1: [1361, 342, 1375, 351]
ad-headline: CHOICEST XMAS GIFT: [1654, 94, 1844, 113]
paragraph: Cow under four years, visibly in milk—F. J. Johnston, 1; R. Jackson, 2; Montefiore, 3; F. J. Johnston, v.h.c. Heifer from July 1, 1908—A. Petrie (Stratford), 1; F. J. Johnston (Hawera), 2; H. Johnston (Stratford), 3. Heifer from July 1, 1909—F. J. Johnston, 1; A. Petrie, 2; E. Bonner, 3. Heifer from July 1, 1910—F. J. Johnston, 1; W. Pennington (Stratford), 2; H. Sutton, 3. Pen of two heifers calved prior to July 1, 1909—F. J. Johnston, 1; W. Bonner, 2; Roseville (Lino Bros.), Frontlands, 3; B. Denbury, 2; R. J. Johnston, 3; Cow calved prior to July 1, 1906; Rex Heffron, 1; Heifer calved prior to July 1, 1910—W. Petrie, 1. Pen of two heifers, under 18 months—R. Leggett (Ngaere), 1; Kelvin, 2; Ruby Taylor, 3.: [245, 714, 461, 860]
column-3: [473, 61, 690, 1979]
paragraph: ch. (Bull from July 1, 1908—Thos. Webb (Stratford), 1. Bull from July 1, 1910—W. Hall (Lepperton), Duke (Little Jim—Duchess), 1; Fred Mills, 2; W. Hall, Nora's Jim, 3. Bull and three of his progeny in milk—W. Hall (Lepperton) 1. Cow calved prior to July 1, 1907—Fred Mills' Adie H. 1; W. M. Healy's Rosina, 2. Heifer from July 1, 1908—T. Webb's Lady of Fairfarm (by Lord Cardigan—Poppy), 1; W. Hall, Daphne, 2. Heifer from July 1, 1909—Fred Mills, 1 and ch.; W. Hall, 2 and 3. Heifer from July 1, 1910—E. Jackson's Blue Bell IV. (Gillesmere Lad—Blue Bell II.), 1; F. Mills, 2; W. Hall 3. Pen of two heifers, 18 months to 2½ years—Thomas Webb, 1. Pen of two heifers, under 18 months—Fred Mills, 1; W. Hall, 2.: [245, 62, 461, 219]
section-heading: GRADE OR CROSSBRED SECTION.: [29, 1092, 219, 1103]
paragraph: Children's variety class: H. Brooks' (New Plymouth) Molly 1, Mrs. A. Dean's Whanga Dolly 2.: [931, 529, 1148, 551]
paragraph: The officials must be congratulated on the excellent arrangements made. Exhibitors were loud in their praise of the management, and one of the visiting judges was very enthusiastic over this, remarking that he would be able to take home some valuable hints for his own association. Mr. E. Jackson, the secretary, won golden opinions from all, and the president and all the other officials were equally energetic, courteous and painstaking.: [16, 574, 233, 674]
section-heading: FAT CATTLE.: [88, 1039, 160, 1050]
ad-headline: SCALES ON SCALP HER HAIR FELL OUT: [1181, 1171, 1355, 1340]
table-cell: 10.91: [1340, 342, 1358, 351]
table-row: [1160, 312, 1377, 335]
paragraph: Irish Setters.—Fred Whittle was the only exhibitor in this class, and was awarded first prize with Don in the novice, limit, and open dog classes.: [702, 566, 919, 599]
paragraph: Pen of five best freezers (wethers): E. A. and A. Symes (Waverley) 1, Mrs. Birdling (Waitara) 2 and 3. Pen of five best freezers (ewes): A. E. and A. Symes 1, W. H. Nolan (Te Wera) 2. Pen of three freezers (down cross wethers): A. E. and A. Symes 1. Pen of three freezers (long wool cross wethers): G. A. Harris 1.: [473, 784, 690, 851]
section-heading: PEDIGREE SHORTHORN.: [57, 1158, 192, 1169]
column-rule: [1382, 61, 1383, 1979]
section-heading: LEAPING COMPETITIONS.: [509, 1269, 654, 1280]
table-cell: 94: [1137, 807, 1146, 818]
section-heading: CHAMPION MILK AND BUTTER COMPETITION.: [953, 1117, 1126, 1140]
column-2: [245, 61, 461, 1979]
section-heading: SHROPSHIRE.: [543, 577, 620, 588]
table-cell: Bell Block Dairy Co. (J. Rutherford): [932, 802, 1036, 823]
table-cell: 25: [1114, 831, 1123, 841]
paragraph: Bull calved prior to July 1, 1908—Fred Mills Hawera), Jewel Prince the Marble Hall (Wigtown) 1. Bull from July 1, 1909—Fred Mills (Hawera), Fern of Marble Hall (Lepperton), Little Jim, 2 and reserve champion.: [16, 1557, 233, 1612]
table-cell: 215: [1308, 433, 1321, 441]
section-heading: GRADE AYRSHIRE.: [300, 225, 406, 236]
table-cell: Midhirst Co. (F. Mowbray): [932, 872, 1027, 882]
section-heading: GRADE JERSEY.: [309, 635, 397, 646]
paragraph: Heifer or cow in milk from July 1, 1908, by pedigree sire—T. Webb, 1. Pen of two heifers, from July 1, 1910—J. Thomas (Ngaere), 1; T. Webb, 2.: [245, 239, 461, 272]
table-cell: 79.4: [1361, 360, 1375, 369]
section-heading: BERKSHIRE.: [547, 1020, 617, 1030]
section-heading: GRADE OR CROSSBRED SECTION.: [258, 700, 448, 710]
paragraph: Ram over 18 months: W. D. Linn (Eltham) 1. Ewe over 18 months with lamb at foot: Thos. Ash (Hawera) 1, late entry 2, W. D. Linn 3. Two ewes with lambs at foot: Thos. Ash 1, late entry 2, W. D. Linn 3. Two ewes under 18 months: W. D. Linn 1, late entry 2, A. A. Piper (Meremere) 3. Ewe under 18 months: A. A. Piper 1, R. Bignell (Toko) 2.: [473, 591, 690, 669]
spence-stanford-ad: [1639, 680, 1859, 803]
section-heading: OTHER VARIETIES.: [528, 1182, 635, 1193]
paragraph: Bull, calved prior to July 1, 1908—G. A. Turner (Eltham), Lord Summerton VI. 1; W. Bull, from July 1, 1908.—G. A. Turner's Duke of Eltham XIX. 1. Bull from July 1, 1910.—G. A. Turner's Duke of Eltham XXI. 1; G. A. Turner's Lord of Ormond II. 2; G. A. Turner's Lord of Ormond II., 2. Cow, calved prior to July 1, 1907.—G. A. Turner's Baroness III. 1. Heifer, from July 1, 1908.—G. A. Turner. Heifer, from July 1, 1909.—G. A. Turner. Pen of two heifers over 18 months and under 3 years—G. A. Turner 1. Pen of two heifers under 18 months—G. A. Turner 1. There was no other exhibitor in this class.: [16, 1172, 233, 1307]
column-rule: [696, 61, 697, 1979]
table-cell: 11.09: [1340, 360, 1358, 369]
table-header: Fat: [1340, 301, 1350, 310]
table-cell: 228: [1308, 408, 1321, 417]
table-header: Pts: [1361, 301, 1371, 310]
table-header: [931, 789, 1037, 801]
paragraph: Mare 15.2 hands and over (other than thoroughbreds), visibly in foal or with foal at foot, best calculated for breeding carriage horses or weight-carrying hacks.—W. Roberton, Dolly, by Pilot. Mare under 15.2 hands (other than thoroughbreds), best calculated for breeding carriage horses or weight-carrying hacks.—W. Bennett (Cardiff) 1; W. T. Bayly (Eltham), 2. Filly or gelding from August 1, 1908, likely to make good saddle or carriage horses—J. Robb (Kaimata), 1; E. Sutton (Stratford), 2. Filly or gelding from August 1, 1909, likely to make good saddle or carriage horses—J. Burkett (Ngaere), Kaipo, 1; J. Clarkson, 2; H. Stalker, 3. Filly or gelding from August 1, 1910, likely to make good saddle or carriage horses—T. Bayly, Vixen, 1; Victor, 2; C. Thompson, 3.: [245, 972, 461, 1140]
